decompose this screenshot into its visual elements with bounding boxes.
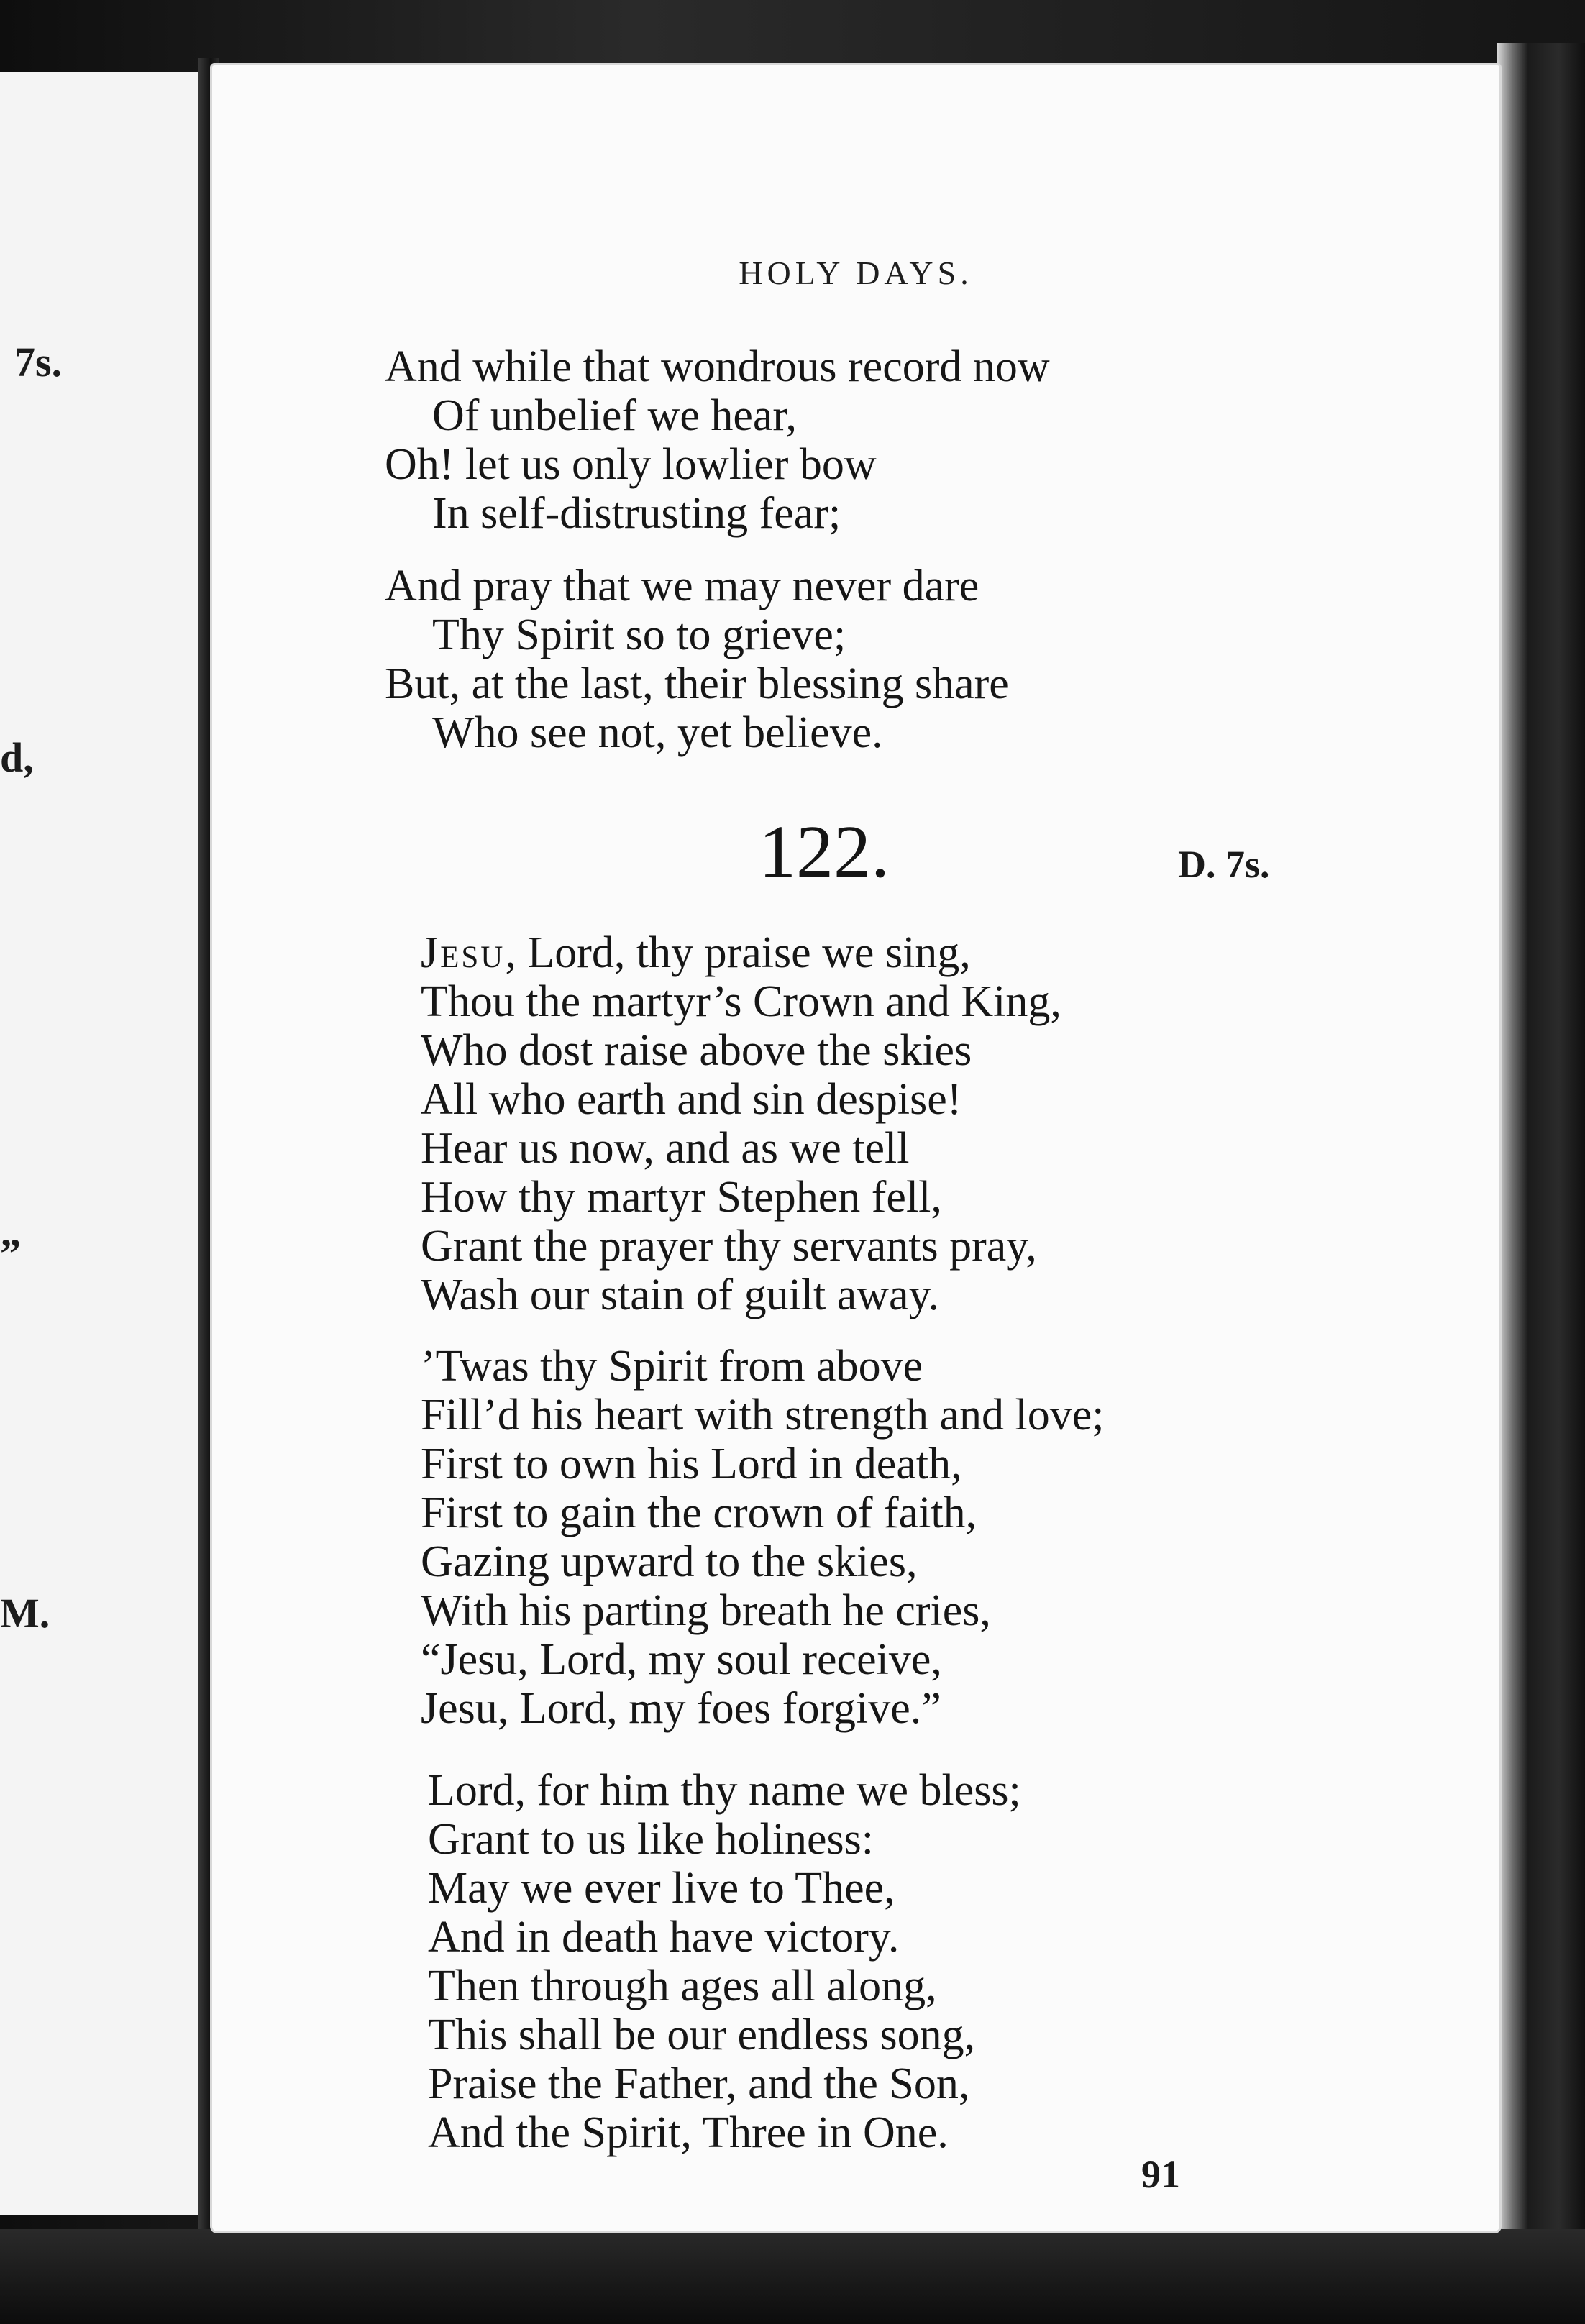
first-word-smallcaps: Jesu — [421, 928, 506, 977]
verse-line: All who earth and sin despise! — [421, 1075, 962, 1124]
verse-line: And pray that we may never dare — [385, 562, 979, 610]
verse-line: May we ever live to Thee, — [428, 1864, 895, 1913]
running-head: HOLY DAYS. — [739, 255, 973, 291]
verse-line: How thy martyr Stephen fell, — [421, 1173, 942, 1222]
left-margin-meter-fragment-2: M. — [0, 1590, 50, 1637]
left-margin-meter-fragment: 7s. — [14, 339, 63, 385]
verse-line: And the Spirit, Three in One. — [428, 2108, 949, 2157]
first-line-rest: , Lord, thy praise we sing, — [505, 928, 971, 977]
left-margin-quote-fragment: ” — [0, 1230, 21, 1277]
verse-line: “Jesu, Lord, my soul receive, — [421, 1635, 942, 1684]
verse-line: Thou the martyr’s Crown and King, — [421, 977, 1061, 1026]
verse-line: With his parting breath he cries, — [421, 1586, 991, 1635]
bottom-scan-edge — [0, 2229, 1585, 2324]
verse-line: Lord, for him thy name we bless; — [428, 1766, 1021, 1815]
verse-line: Of unbelief we hear, — [432, 391, 798, 440]
verse-line: Who dost raise above the skies — [421, 1026, 972, 1075]
continuation-stanza-1 — [385, 342, 1050, 538]
verse-line: This shall be our endless song, — [428, 2010, 976, 2059]
page-edge-shadow — [1497, 43, 1585, 2324]
hymn-stanza-2 — [421, 1342, 1105, 1733]
verse-line: Oh! let us only lowlier bow — [385, 440, 877, 489]
verse-line: Then through ages all along, — [428, 1962, 937, 2010]
verse-line: Thy Spirit so to grieve; — [432, 610, 846, 659]
verse-line: Fill’d his heart with strength and love; — [421, 1391, 1105, 1440]
verse-line: First to gain the crown of faith, — [421, 1488, 977, 1537]
verse-line: ’Twas thy Spirit from above — [421, 1342, 923, 1391]
verse-line: Jesu, Lord, my foes forgive.” — [421, 1684, 941, 1733]
hymn-number: 122. — [759, 810, 890, 893]
verse-line: Gazing upward to the skies, — [421, 1537, 918, 1586]
verse-line: And in death have victory. — [428, 1913, 900, 1962]
verse-line: And while that wondrous record now — [385, 342, 1050, 391]
continuation-stanza-2 — [385, 562, 1009, 757]
left-margin-line-fragment: d, — [0, 734, 34, 781]
previous-page-sliver — [0, 72, 202, 2215]
hymn-stanza-3 — [428, 1766, 1021, 2157]
verse-line: But, at the last, their blessing share — [385, 659, 1009, 708]
verse-line-first — [421, 928, 1061, 977]
verse-line: Grant to us like holiness: — [428, 1815, 874, 1864]
verse-line: Hear us now, and as we tell — [421, 1124, 910, 1173]
verse-line: In self-distrusting fear; — [432, 489, 841, 538]
verse-line: Wash our stain of guilt away. — [421, 1271, 940, 1319]
verse-line: Who see not, yet believe. — [432, 708, 883, 757]
verse-line: Grant the prayer thy servants pray, — [421, 1222, 1037, 1271]
verse-line: Praise the Father, and the Son, — [428, 2059, 970, 2108]
verse-line: First to own his Lord in death, — [421, 1440, 962, 1488]
hymnal-page — [210, 63, 1502, 2233]
hymn-stanza-1 — [421, 928, 1061, 1319]
page-number: 91 — [1141, 2153, 1180, 2196]
hymn-meter: D. 7s. — [1178, 843, 1270, 886]
